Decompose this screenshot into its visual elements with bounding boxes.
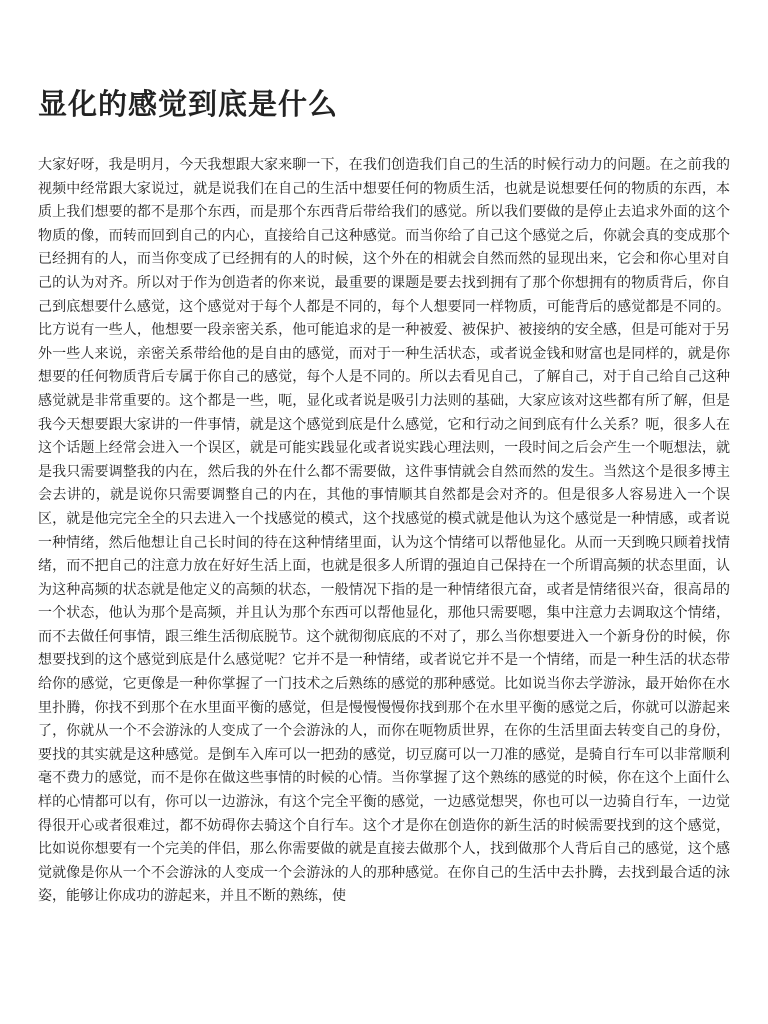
article-title: 显化的感觉到底是什么 bbox=[38, 87, 339, 121]
article-body: 大家好呀，我是明月，今天我想跟大家来聊一下，在我们创造我们自己的生活的时候行动力的问题。在之前我的视频中经常跟大家说过，就是说我们在自己的生活中想要任何的物质生活，也就是说想要任何的物质的东西，本质上我们想要的都不是那个东西，而是那个东西背后带给我们的感觉。所以我们要做的是停止去追求外面的这个物质的像，而转而回到自己的内心，直接给自己这种感觉。而当你给了自己这个感觉之后，你就会真的变成那个已经拥有的人，而当你变成了已经拥有的人的时候，这个外在的相就会自然而然的显现出来，它会和你心里对自己的认为对齐。所以对于作为创造者的你来说，最重要的课题是要去找到拥有了那个你想拥有的物质背后，你自己到底想要什么感觉，这个感觉对于每个人都是不同的，每个人想要同一样物质，可能背后的感觉都是不同的。比方说有一些人，他想要一段亲密关系，他可能追求的是一种被爱、被保护、被接纳的安全感，但是可能对于另外一些人来说，亲密关系带给他的是自由的感觉，而对于一种生活状态，或者说金钱和财富也是同样的，就是你想要的任何物质背后专属于你自己的感觉，每个人是不同的。所以去看见自己，了解自己，对于自己给自己这种感觉就是非常重要的。这个都是一些，呃，显化或者说是吸引力法则的基础，大家应该对这些都有所了解，但是我今天想要跟大家讲的一件事情，就是这个感觉到底是什么感觉，它和行动之间到底有什么关系？呃，很多人在这个话题上经常会进入一个误区，就是可能实践显化或者说实践心理法则，一段时间之后会产生一个呃想法，就是我只需要调整我的内在，然后我的外在什么都不需要做，这件事情就会自然而然的发生。当然这个是很多博主会去讲的，就是说你只需要调整自己的内在，其他的事情顺其自然都是会对齐的。但是很多人容易进入一个误区，就是他完完全全的只去进入一个找感觉的模式，这个找感觉的模式就是他认为这个感觉是一种情感，或者说一种情绪，然后他想让自己长时间的待在这种情绪里面，认为这个情绪可以帮他显化。从而一天到晚只顾着找情绪，而不把自己的注意力放在好好生活上面，也就是很多人所谓的强迫自己保持在一个所谓高频的状态里面，认为这种高频的状态就是他定义的高频的状态，一般情况下指的是一种情绪很亢奋，或者是情绪很兴奋，很高昂的一个状态，他认为那个是高频，并且认为那个东西可以帮他显化，那他只需要嗯，集中注意力去调取这个情绪，而不去做任何事情，跟三维生活彻底脱节。这个就彻彻底底的不对了，那么当你想要进入一个新身份的时候，你想要找到的这个感觉到底是什么感觉呢？它并不是一种情绪，或者说它并不是一个情绪，而是一种生活的状态带给你的感觉，它更像是一种你掌握了一门技术之后熟练的感觉的那种感觉。比如说当你去学游泳，最开始你在水里扑腾，你找不到那个在水里面平衡的感觉，但是慢慢慢慢你找到那个在水里平衡的感觉之后，你就可以游起来了，你就从一个不会游泳的人变成了一个会游泳的人，而你在呃物质世界，在你的生活里面去转变自己的身份，要找的其实就是这种感觉。是倒车入库可以一把劲的感觉，切豆腐可以一刀准的感觉，是骑自行车可以非常顺利毫不费力的感觉，而不是你在做这些事情的时候的心情。当你掌握了这个熟练的感觉的时候，你在这个上面什么样的心情都可以有，你可以一边游泳，有这个完全平衡的感觉，一边感觉想哭，你也可以一边骑自行车，一边觉得很开心或者很难过，都不妨碍你去骑这个自行车。这个才是你在创造你的新生活的时候需要找到的这个感觉，比如说你想要有一个完美的伴侣，那么你需要做的就是直接去做那个人，找到做那个人背后自己的感觉，这个感觉就像是你从一个不会游泳的人变成一个会游泳的人的那种感觉。在你自己的生活中去扑腾，去找到最合适的泳姿，能够让你成功的游起来，并且不断的熟练，使 bbox=[38, 157, 730, 905]
